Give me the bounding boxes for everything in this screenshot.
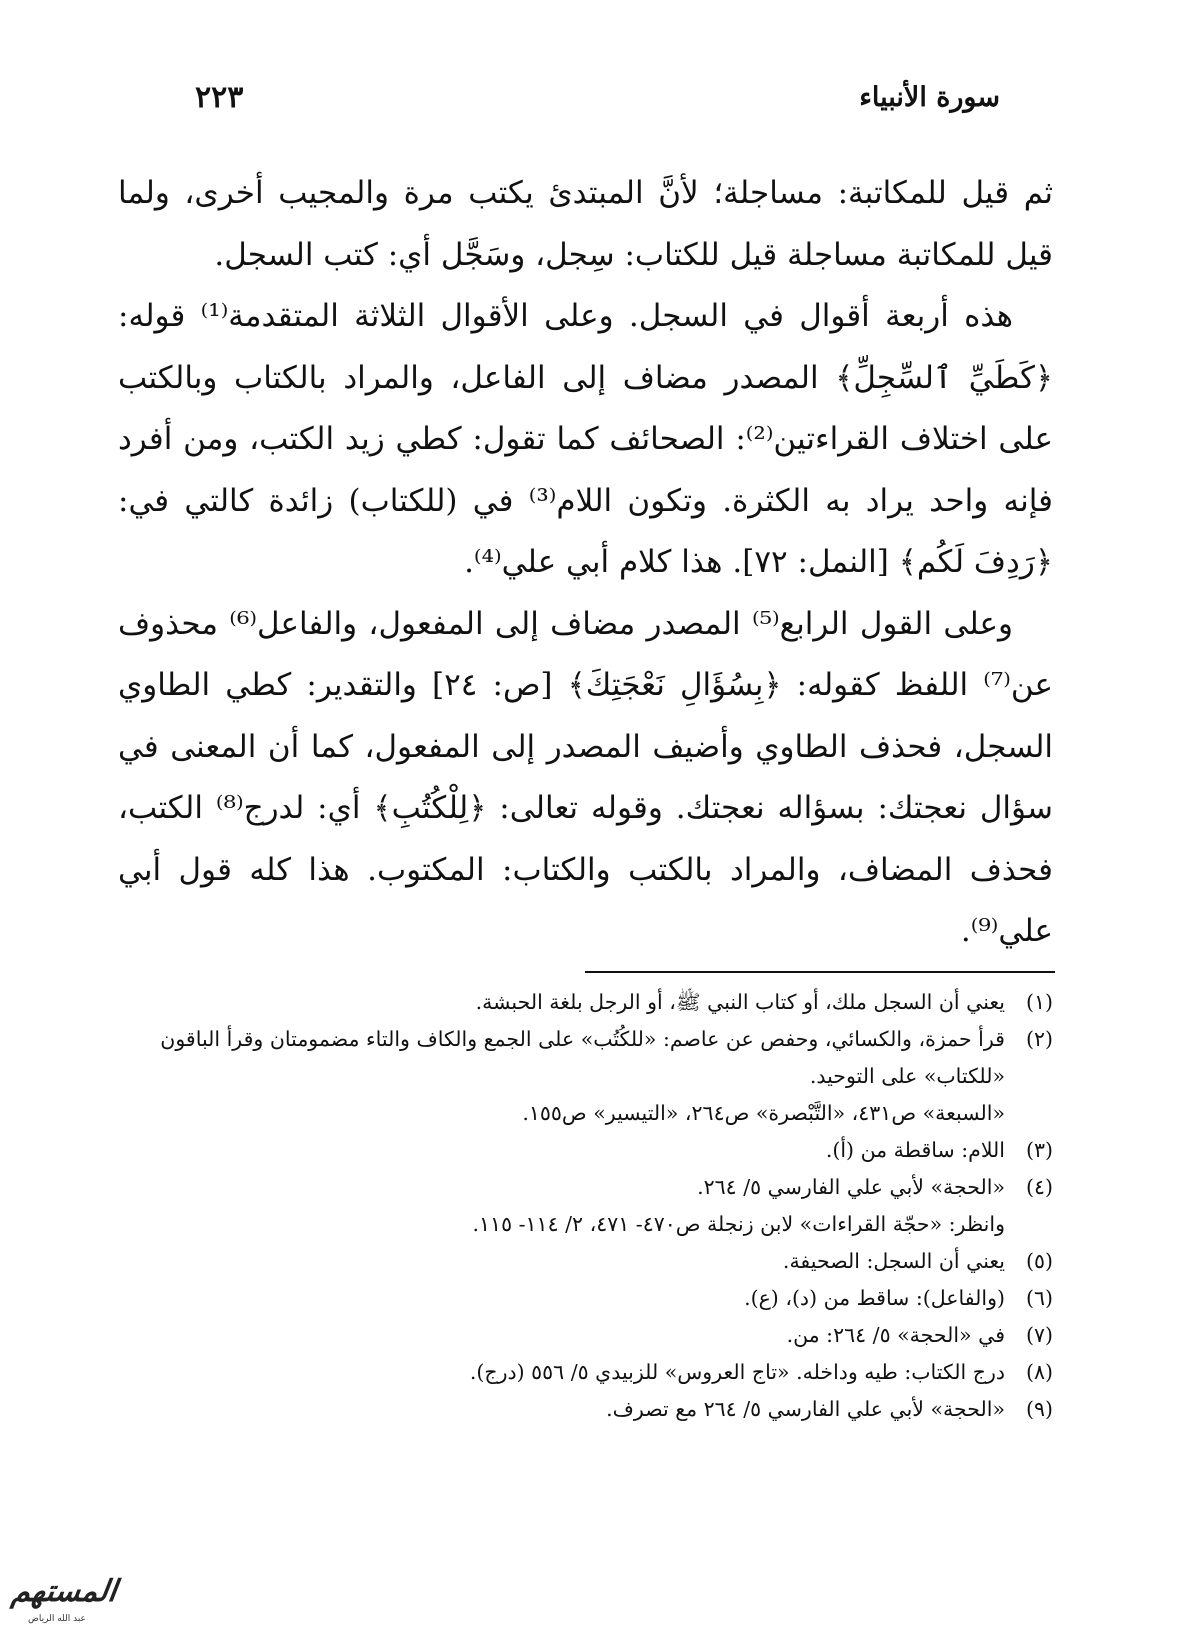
footnote-text: «السبعة» ص٤٣١، «التَّبْصرة» ص٢٦٤، «التيسير» ص١٥٥. — [522, 1101, 1005, 1125]
footnote-text: في «الحجة» ٥/ ٢٦٤: من. — [786, 1323, 1005, 1347]
footnote-1 — [118, 984, 1053, 1021]
footnote-number: (٧) — [1025, 1323, 1053, 1347]
publisher-logo — [9, 1570, 119, 1630]
page-header — [195, 82, 1000, 132]
footnote-8 — [118, 1354, 1053, 1391]
page-number: ٢٢٣ — [195, 80, 244, 115]
footnote-text: «الحجة» لأبي علي الفارسي ٥/ ٢٦٤ مع تصرف. — [606, 1397, 1005, 1421]
surah-title: سورة الأنبياء — [859, 82, 1000, 113]
footnote-number: (٥) — [1025, 1249, 1053, 1273]
footnote-number: (٨) — [1025, 1360, 1053, 1384]
footnote-text: درج الكتاب: طيه وداخله. «تاج العروس» للزبيدي ٥/ ٥٥٦ (درج). — [469, 1360, 1005, 1384]
footnote-4 — [118, 1169, 1053, 1243]
logo-text: المستهم — [9, 1574, 119, 1609]
footnote-3 — [118, 1132, 1053, 1169]
footnote-text: (والفاعل): ساقط من (د)، (ع). — [744, 1286, 1005, 1310]
footnote-number: (٣) — [1025, 1138, 1053, 1162]
footnote-text: يعني أن السجل ملك، أو كتاب النبي ﷺ، أو الرجل بلغة الحبشة. — [475, 990, 1005, 1014]
footnote-number: (٦) — [1025, 1286, 1053, 1310]
footnote-separator — [585, 971, 1055, 973]
footnote-number: (٩) — [1025, 1397, 1053, 1421]
footnote-number: (١) — [1025, 990, 1053, 1014]
footnote-6 — [118, 1280, 1053, 1317]
footnote-text: قرأ حمزة، والكسائي، وحفص عن عاصم: «للكُتُب» على الجمع والكاف والتاء مضمومتان وقرأ الباقون «للكتاب» على التوحيد. — [160, 1027, 1005, 1088]
footnotes — [118, 984, 1053, 1428]
logo-subtext: عبد الله الرياض — [28, 1614, 86, 1624]
footnote-5 — [118, 1243, 1053, 1280]
footnote-7 — [118, 1317, 1053, 1354]
footnote-number: (٤) — [1025, 1175, 1053, 1199]
paragraph-1: ثم قيل للمكاتبة: مساجلة؛ لأنَّ المبتدئ يكتب مرة والمجيب أخرى، ولما قيل للمكاتبة مساجلة قيل للكتاب: سِجل، وسَجَّل أي: كتب السجل. — [118, 175, 1053, 273]
main-text — [118, 163, 1053, 963]
footnote-text: اللام: ساقطة من (أ). — [825, 1138, 1005, 1162]
paragraph-3: وعلى القول الرابع⁽⁵⁾ المصدر مضاف إلى المفعول، والفاعل⁽⁶⁾ محذوف عن⁽⁷⁾ اللفظ كقوله: ﴿بِسُؤَالِ نَعْجَتِكَ﴾ [ص: ٢٤] والتقدير: كطي الطاوي السجل، فحذف الطاوي وأضيف المصدر إلى المفعول، كما أن المعنى في سؤال نعجتك: بسؤاله نعجتك. وقوله تعالى: ﴿لِلْكُتُبِ﴾ أي: لدرج⁽⁸⁾ الكتب، فحذف المضاف، والمراد بالكتب والكتاب: المكتوب. هذا كله قول أبي علي⁽⁹⁾. — [118, 605, 1054, 949]
footnote-text: «الحجة» لأبي علي الفارسي ٥/ ٢٦٤. — [697, 1175, 1005, 1199]
footnote-2 — [118, 1021, 1053, 1132]
footnote-text: وانظر: «حجّة القراءات» لابن زنجلة ص٤٧٠- ٤٧١، ٢/ ١١٤- ١١٥. — [472, 1212, 1005, 1236]
footnote-number: (٢) — [1025, 1027, 1053, 1051]
footnote-text: يعني أن السجل: الصحيفة. — [782, 1249, 1005, 1273]
paragraph-2: هذه أربعة أقوال في السجل. وعلى الأقوال الثلاثة المتقدمة⁽¹⁾ قوله: ﴿كَطَيِّ ٱلسِّجِلِّ﴾ المصدر مضاف إلى الفاعل، والمراد بالكتاب وبالكتب على اختلاف القراءتين⁽²⁾: الصحائف كما تقول: كطي زيد الكتب، ومن أفرد فإنه واحد يراد به الكثرة. وتكون اللام⁽³⁾ في (للكتاب) زائدة كالتي في: ﴿رَدِفَ لَكُم﴾ [النمل: ٧٢]. هذا كلام أبي علي⁽⁴⁾. — [118, 298, 1053, 580]
footnote-9 — [118, 1391, 1053, 1428]
